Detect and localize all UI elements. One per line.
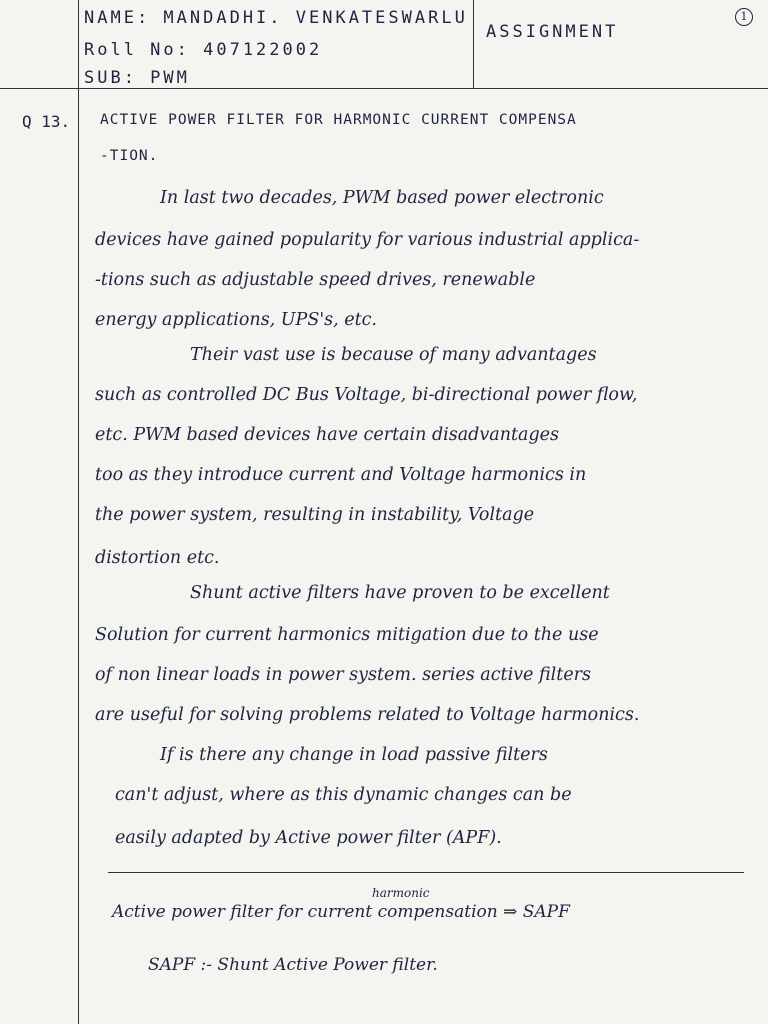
body-line: Shunt active filters have proven to be excellent <box>190 583 610 603</box>
left-margin-line <box>78 0 79 1024</box>
question-number: Q 13. <box>22 112 71 131</box>
body-line: Their vast use is because of many advantages <box>190 345 597 365</box>
body-line: can't adjust, where as this dynamic changes can be <box>115 785 572 805</box>
page-number: 1 <box>735 8 753 26</box>
body-line: distortion etc. <box>95 548 220 568</box>
student-name: NAME: MANDADHI. VENKATESWARLU <box>84 8 468 28</box>
body-line: Solution for current harmonics mitigation due to the use <box>95 625 599 645</box>
body-line: etc. PWM based devices have certain disadvantages <box>95 425 559 445</box>
question-title-line1: ACTIVE POWER FILTER FOR HARMONIC CURRENT COMPENSA <box>100 112 577 128</box>
summary-line1: Active power filter for current compensation ⇒ SAPF <box>112 902 570 922</box>
body-line: In last two decades, PWM based power electronic <box>160 188 604 208</box>
body-line: too as they introduce current and Voltage harmonics in <box>95 465 587 485</box>
inserted-word: harmonic <box>372 886 430 900</box>
subject: SUB: PWM <box>84 68 190 88</box>
body-line: of non linear loads in power system. series active filters <box>95 665 591 685</box>
body-line: easily adapted by Active power filter (APF). <box>115 828 502 848</box>
header-divider <box>473 0 474 88</box>
body-line: devices have gained popularity for various industrial applica- <box>95 230 640 250</box>
body-line: -tions such as adjustable speed drives, renewable <box>95 270 536 290</box>
question-title-line2: -TION. <box>100 148 159 164</box>
section-separator <box>108 872 744 873</box>
body-line: the power system, resulting in instability, Voltage <box>95 505 535 525</box>
assignment-label: ASSIGNMENT <box>486 22 619 42</box>
header-bottom-rule <box>0 88 768 89</box>
body-line: energy applications, UPS's, etc. <box>95 310 377 330</box>
body-line: such as controlled DC Bus Voltage, bi-directional power flow, <box>95 385 638 405</box>
body-line: are useful for solving problems related to Voltage harmonics. <box>95 705 640 725</box>
roll-number: Roll No: 407122002 <box>84 40 323 60</box>
body-line: If is there any change in load passive filters <box>160 745 548 765</box>
summary-line2: SAPF :- Shunt Active Power filter. <box>148 955 438 975</box>
